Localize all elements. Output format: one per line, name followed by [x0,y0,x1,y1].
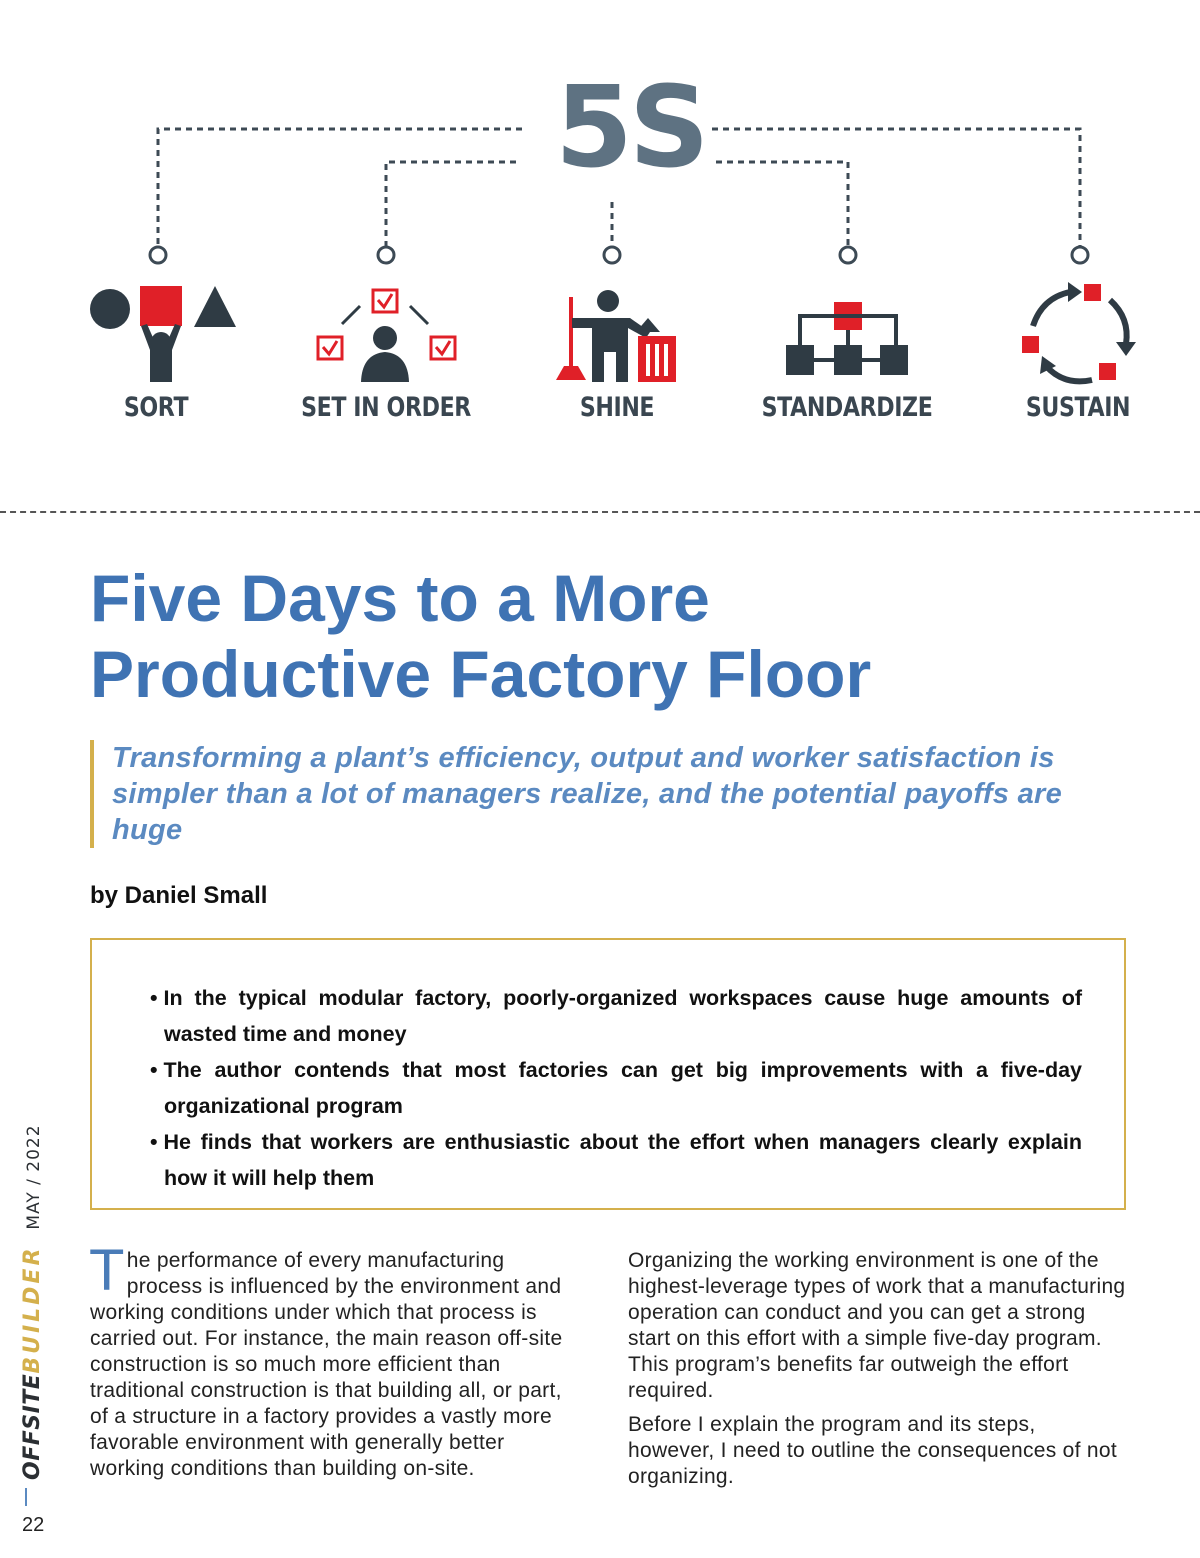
issue-date: MAY / 2022 [24,1124,44,1230]
body-paragraph: The performance of every manufacturing process is influenced by the environment and working conditions under which that process is carried out. For instance, the main reason off-site construction is so much more efficient than traditional construction is that building all, or part, of a structure in a factory provides a vastly more favorable environment with generally better working conditions than building on-site. [89,1238,563,1480]
sidebar-rule [25,1488,27,1506]
step-label-standardize: STANDARDIZE [761,392,933,423]
body-paragraph: Organizing the working environment is one of the highest-leverage types of work that a manufacturing operation can conduct and you can get a strong start on this effort with a simple five-day program. This program’s benefits far outweigh the effort required. [628,1249,1126,1402]
magazine-sidebar-title [20,1124,45,1480]
body-column-2 [628,1248,1128,1498]
magazine-name-part1: OFFSITE [20,1373,45,1480]
step-label-sort: SORT [123,392,189,423]
person-broom-trash-icon [556,290,676,382]
summary-item: • In the typical modular factory, poorly-organized workspaces cause huge amounts of wasted time and money [140,980,1082,1052]
byline: by Daniel Small [90,882,268,909]
summary-list [126,980,1082,1196]
article-title-line-2: Productive Factory Floor [90,637,872,711]
cycle-arrows-icon [1022,282,1136,381]
step-label-sustain: SUSTAIN [1025,392,1131,423]
drop-cap: T [89,1238,125,1303]
body-column-1 [89,1238,580,1490]
step-label-set-in-order: SET IN ORDER [301,392,471,423]
person-checklist-icon [318,290,455,382]
step-label-shine: SHINE [579,392,655,423]
summary-item: • He finds that workers are enthusiastic about the effort when managers clearly explain how it will help them [140,1124,1082,1196]
flowchart-icon [786,302,908,375]
five-s-title: 5S [555,63,706,193]
article-title-line-1: Five Days to a More [90,561,710,635]
shapes-person-icon [90,286,236,382]
summary-item: • The author contends that most factories can get big improvements with a five-day organizational program [140,1052,1082,1124]
section-divider [0,511,1200,513]
body-paragraph: Before I explain the program and its steps, however, I need to outline the consequences of not organizing. [628,1413,1118,1488]
summary-box [90,938,1126,1210]
magazine-name-part2: BUILDER [20,1245,45,1374]
article-deck: Transforming a plant’s efficiency, output and worker satisfaction is simpler than a lot of managers realize, and the potential payoffs are huge [90,740,1122,848]
page-number: 22 [22,1514,45,1536]
article-title [90,560,1110,712]
